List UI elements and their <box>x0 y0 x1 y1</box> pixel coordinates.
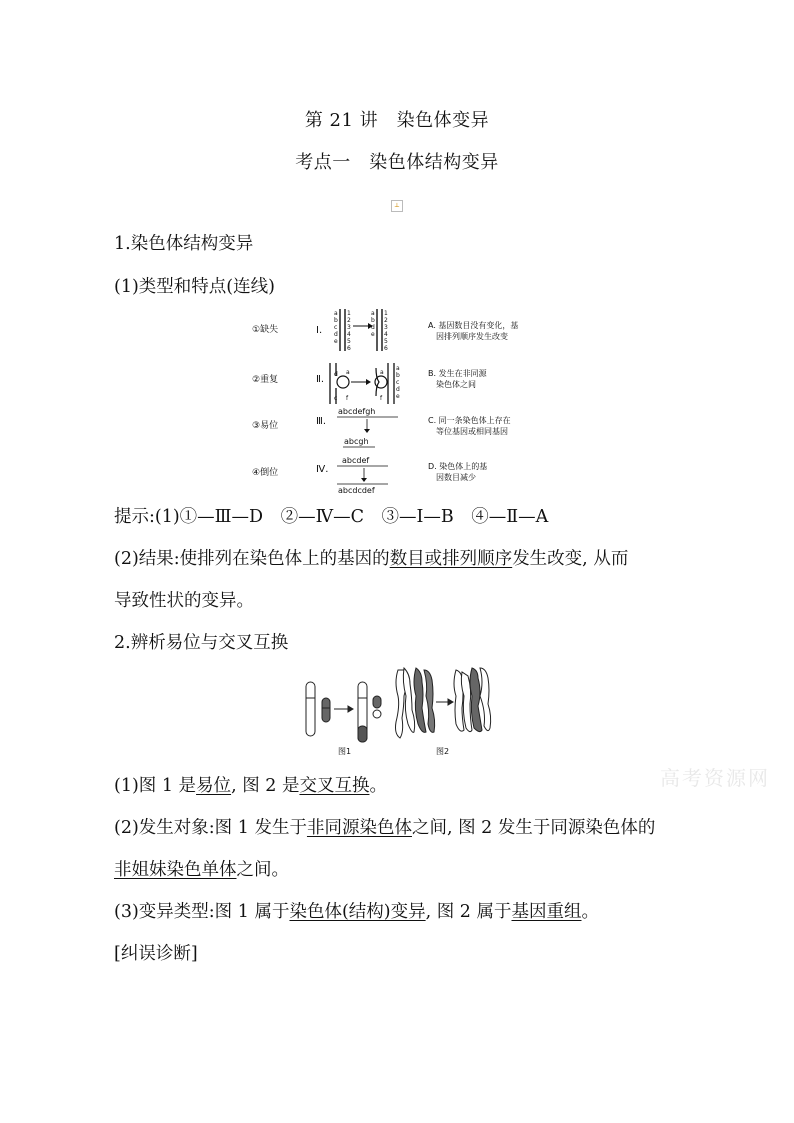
row3-diagram <box>337 407 398 447</box>
svg-text:c: c <box>396 379 400 386</box>
svg-text:2: 2 <box>347 317 351 324</box>
figure1-chromosomes <box>306 682 381 742</box>
roman-4: Ⅳ. <box>316 464 329 475</box>
anchor-icon: ⊥ <box>391 200 403 212</box>
svg-text:abcdefgh: abcdefgh <box>338 407 376 416</box>
svg-text:a: a <box>396 365 400 372</box>
result-line-1: (2)结果:使排列在染色体上的基因的数目或排列顺序发生改变, 从而 <box>114 549 629 569</box>
watermark: 高考资源网 <box>660 766 770 790</box>
svg-text:5: 5 <box>384 338 388 345</box>
svg-text:4: 4 <box>347 331 351 338</box>
left-item-duplication: ②重复 <box>252 375 279 385</box>
roman-1: Ⅰ. <box>316 325 323 336</box>
svg-text:f: f <box>380 395 383 402</box>
svg-text:3: 3 <box>347 324 351 331</box>
svg-text:b: b <box>334 317 338 324</box>
svg-text:c: c <box>334 324 338 331</box>
svg-text:e: e <box>371 331 375 338</box>
right-item-c-line1: C. 同一条染色体上存在 <box>428 416 511 425</box>
svg-text:6: 6 <box>384 345 388 352</box>
svg-text:e: e <box>396 393 400 400</box>
svg-text:d: d <box>334 371 338 378</box>
left-item-translocation: ③易位 <box>252 421 279 431</box>
section-title: 考点一 染色体结构变异 <box>295 152 499 173</box>
figure2-chromosomes <box>396 668 491 738</box>
figure-label-1: 图1 <box>338 747 352 756</box>
right-item-d-line2: 因数目减少 <box>436 473 476 482</box>
hint-answer: 提示:(1)①—Ⅲ—D ②—Ⅳ—C ③—Ⅰ—B ④—Ⅱ—A <box>114 507 549 527</box>
svg-text:b: b <box>371 317 375 324</box>
right-item-b-line2: 染色体之间 <box>436 380 476 389</box>
svg-text:d: d <box>371 324 375 331</box>
svg-text:abcgh: abcgh <box>344 437 369 446</box>
right-item-d-line1: D. 染色体上的基 <box>428 462 488 471</box>
svg-text:3: 3 <box>384 324 388 331</box>
svg-text:a: a <box>334 310 338 317</box>
svg-text:abcdef: abcdef <box>342 456 370 465</box>
row2-diagram <box>330 363 400 404</box>
svg-text:c: c <box>334 395 338 402</box>
right-item-c-line2: 等位基因或相同基因 <box>436 427 508 436</box>
svg-text:1: 1 <box>384 310 388 317</box>
svg-text:abcdcdef: abcdcdef <box>338 486 375 494</box>
translocation-crossover-figure <box>300 662 496 756</box>
s2-line-4: (3)变异类型:图 1 属于染色体(结构)变异, 图 2 属于基因重组。 <box>114 902 599 922</box>
svg-text:e: e <box>334 338 338 345</box>
svg-text:6: 6 <box>347 345 351 352</box>
s2-line-3: 非姐妹染色单体之间。 <box>114 860 289 880</box>
svg-text:2: 2 <box>384 317 388 324</box>
svg-text:a: a <box>380 369 384 376</box>
right-item-a-line2: 因排列顺序发生改变 <box>436 332 508 341</box>
roman-2: Ⅱ. <box>316 374 325 385</box>
svg-text:d: d <box>334 331 338 338</box>
svg-text:d: d <box>396 386 400 393</box>
row1-diagram <box>334 309 388 352</box>
figure-label-2: 图2 <box>436 747 450 756</box>
lecture-title: 第 21 讲 染色体变异 <box>304 110 490 131</box>
result-line-2: 导致性状的变异。 <box>114 591 254 611</box>
heading-structural-variation: 1.染色体结构变异 <box>114 234 254 254</box>
underlined-answer: 数目或排列顺序 <box>389 549 513 569</box>
error-diagnosis-heading: [纠误诊断] <box>114 944 198 964</box>
svg-text:a: a <box>371 310 375 317</box>
svg-text:1: 1 <box>347 310 351 317</box>
subheading-types: (1)类型和特点(连线) <box>114 277 275 297</box>
variation-types-figure <box>248 306 554 494</box>
roman-3: Ⅲ. <box>316 416 327 427</box>
heading-translocation-vs-crossover: 2.辨析易位与交叉互换 <box>114 633 289 653</box>
s2-line-2: (2)发生对象:图 1 发生于非同源染色体之间, 图 2 发生于同源染色体的 <box>114 818 656 838</box>
s2-line-1: (1)图 1 是易位, 图 2 是交叉互换。 <box>114 776 387 796</box>
svg-text:4: 4 <box>384 331 388 338</box>
svg-text:5: 5 <box>347 338 351 345</box>
left-item-inversion: ④倒位 <box>252 468 279 478</box>
row4-diagram <box>337 456 388 494</box>
left-item-deletion: ①缺失 <box>252 325 279 335</box>
svg-text:a: a <box>346 369 350 376</box>
right-item-b-line1: B. 发生在非同源 <box>428 369 487 378</box>
svg-text:b: b <box>396 372 400 379</box>
svg-text:f: f <box>346 395 349 402</box>
right-item-a-line1: A. 基因数目没有变化，基 <box>428 321 519 330</box>
